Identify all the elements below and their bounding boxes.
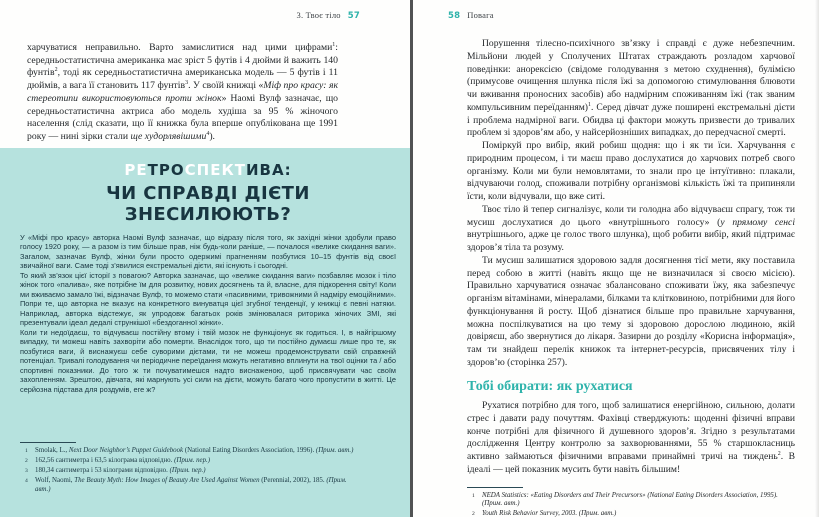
chapter-title-right: Повага bbox=[467, 10, 494, 20]
footnote-number: 2 bbox=[25, 457, 28, 464]
box-title-line2: ЧИ СПРАВДІ ДІЄТИ ЗНЕСИЛЮЮТЬ? bbox=[106, 183, 310, 225]
body-paragraph: Твоє тіло й тепер сигналізує, коли ти голодна або відчуваєш спрагу, тож ти мусиш дослухатися до цього «внутрішнього голосу» (у прямому сенсі внутрішнього, адже це голос твого шлунка), щоб робити вибір, який підтримає здоров’я тіла та розуму. bbox=[467, 203, 795, 253]
footnote-number: 1 bbox=[472, 492, 475, 499]
box-title bbox=[20, 161, 396, 225]
footnote-number: 4 bbox=[25, 477, 28, 484]
chapter-title-left: 3. Твоє тіло bbox=[296, 10, 341, 20]
body-paragraph: Рухатися потрібно для того, щоб залишатися енергійною, сильною, долати стрес і давати раду почуттям. Фахівці стверджують: щоденні фізичні вправи конче потрібні для фізичного й душевного здоров’я. Згідно з результатами дослідження Центру контролю за захворюваннями, 55 % старшокласниць активно займаються фізичними вправами принаймні тричі на тиждень$^2$. В ідеалі — цей показник мусить бути навіть більшим! bbox=[467, 400, 795, 475]
footnote bbox=[467, 492, 795, 509]
footnote bbox=[467, 510, 795, 517]
box-paragraph: То який зв’язок цієї історії з повагою? Авторка зазначає, що «велике скидання ваги» позбавляє мозок і тіло жінок того «палива», яке потрібне їм для розвитку, нових досягнень та й, власне, для підкорення світу! Коли ми вживаємо замало їжі, відзначає Вулф, то можемо стати «пасивними, тривожними й надміру емоційними». Попри те, що авторка не вказує на конкретного винуватця цієї згубної тенденції, у книжці є певні натяки. Наприклад, авторка відстежує, як упродовж багатьох років змінювалася риторика жіночих ЗМІ, які презентували ідеал дедалі стрункішої «бездоганної жінки». bbox=[20, 270, 396, 328]
footnote-rule bbox=[20, 442, 76, 443]
running-head-right bbox=[448, 10, 494, 21]
footnote-text: NEDA Statistics: «Eating Disorders and Their Precursors» (National Eating Disorders Association, 1995). (Прим. авт.) bbox=[482, 491, 778, 508]
body-paragraph: Порушення тілесно-психічного зв’язку і справді є дуже небезпечним. Мільйони людей у Сполучених Штатах страждають розладом харчової поведінки: анорексією (свідоме голодування з метою схуднення), булімією (примусове очищення шлунка після їжі за допомогою стимулювання блювоти чи вживання проносних засобів) або надмірним споживанням їжі (так званим компульсивним переїданням)$^1$. Серед дівчат дуже поширені екстремальні дієти і проблема надмірної ваги. Обидва ці фактори можуть призвести до тривалих проблем зі здоров’ям або, у найсерйозніших випадках, до передчасної смерті. bbox=[467, 38, 796, 139]
box-paragraph: У «Міфі про красу» авторка Наомі Вулф зазначає, що відразу після того, як західні жінки здобули право голосу 1920 року, — а разом із тим більше прав, ніж будь-коли раніше, — почалося «велике скидання ваги». Загалом, зазначає Вулф, жінки були просто одержимі прагненням позбутися 10–15 фунтів від своєї звичайної ваги. Саме тоді з’явилися екстремальні дієти, які існують і сьогодні. bbox=[20, 233, 396, 271]
body-paragraph: Ти мусиш залишатися здоровою задля досягнення тієї мети, яку поставила перед собою в житті (навіть якщо ще не визначилася зі своєю місією). Правильно харчуватися означає збалансовано споживати їжу, яка забезпечує організм вітамінами, мінералами, білками та клітковиною, потрібними для його функціонування й росту. Щоб дізнатися більше про правильне харчування, можна поспілкуватися на цю тему зі здоровою дорослою людиною, якій довіряєш, або звернутися до лікаря. Зазирни до розділу «Корисна інформація», там ти знайдеш перелік книжок та інтернет-ресурсів, присвячених тілу і здоров’ю (сторінка 257). bbox=[467, 254, 795, 368]
footnote-rule bbox=[467, 487, 523, 488]
footnote bbox=[20, 467, 362, 476]
footnote-number: 3 bbox=[25, 467, 28, 474]
footnote-text: Smolak, L., Next Door Neighbor’s Puppet Guidebook (National Eating Disorders Association, 1996). (Прим. авт.) bbox=[35, 447, 354, 454]
footnote-text: Wolf, Naomi, The Beauty Myth: How Images of Beauty Are Used Against Women (Perennial, 2002), 185. (Прим. авт.) bbox=[35, 476, 347, 493]
intro-paragraph: харчуватися неправильно. Варто замислитися над цими цифрами$^1$: середньостатистична американка має зріст 5 футів і 4 дюйми й важить 140 фунтів$^2$, тоді як середньостатистична американська модель — 5 футів і 11 дюймів, а вага її становить 117 фунтів$^3$. У своїй книжці «Міф про красу: як стереотипи використовуються проти жінок» Наомі Вулф зазначає, що середньостатистична актриса або модель худіша за 95 % жіночого населення (слід сказати, що її книжка була вперше опублікована ще 1991 року — нині зірки стали ще худорлявішими$^4$). bbox=[27, 41, 338, 142]
right-footnotes bbox=[467, 487, 795, 517]
footnote-text: 180,34 сантиметра і 53 кілограми відповідно. (Прим. пер.) bbox=[35, 466, 206, 474]
box-body bbox=[20, 233, 396, 394]
box-title-line1: РЕТРОСПЕКТИВА: bbox=[124, 161, 292, 179]
box-paragraph: Коли ти недоїдаєш, то відчуваєш постійну втому і твій мозок не функціонує як годиться. І, в найгіршому випадку, ти можеш навіть захворіти або померти. Внаслідок того, що ти постійно думаєш лише про те, як позбутися ваги, й виснажуєш себе суворими дієтами, ти не можеш продемонструвати свій справжній потенціал. Тривалі голодування чи періодичне переїдання можуть негативно вплинути на твої оцінки та / або спортивні показники. До того ж ти почуватимешся надто виснаженою, щоб присвячувати час своїм захопленням. Зрештою, дівчата, які марнують усі сили на дієти, можуть багато чого пропустити в житті. Це серйозна підстава для роздумів, еге ж? bbox=[20, 327, 396, 394]
retrospective-box-content bbox=[0, 148, 410, 394]
retrospective-box bbox=[0, 148, 410, 517]
footnote-number: 1 bbox=[25, 448, 28, 454]
left-footnotes bbox=[20, 442, 362, 495]
footnote bbox=[20, 477, 362, 494]
footnote bbox=[20, 457, 362, 466]
footnote-text: 162,56 сантиметра і 63,5 кілограма відповідно. (Прим. пер.) bbox=[35, 456, 211, 464]
footnote-number: 2 bbox=[472, 510, 475, 517]
page-right bbox=[413, 0, 819, 517]
footnote bbox=[20, 447, 362, 456]
footnote-text: Youth Risk Behavior Survey, 2003. (Прим. авт.) bbox=[482, 509, 617, 517]
page-number-right: 58 bbox=[448, 11, 461, 21]
page-edge-shadow bbox=[815, 0, 819, 517]
body-paragraph: Поміркуй про вибір, який робиш щодня: що і як ти їси. Харчування є природним процесом, і ти маєш право дослухатися до харчових потреб свого організму. Коли ми були немовлятами, то знали про це інтуїтивно: плакали, відчуваючи голод, споживали потрібну організмові кількість їжі та припиняли їсти, коли відчували, що вже ситі. bbox=[467, 140, 795, 202]
right-page-body bbox=[467, 38, 795, 517]
running-head-left bbox=[297, 10, 360, 21]
page-number-left: 57 bbox=[347, 11, 360, 21]
section-heading: Тобі обирати: як рухатися bbox=[467, 378, 633, 394]
